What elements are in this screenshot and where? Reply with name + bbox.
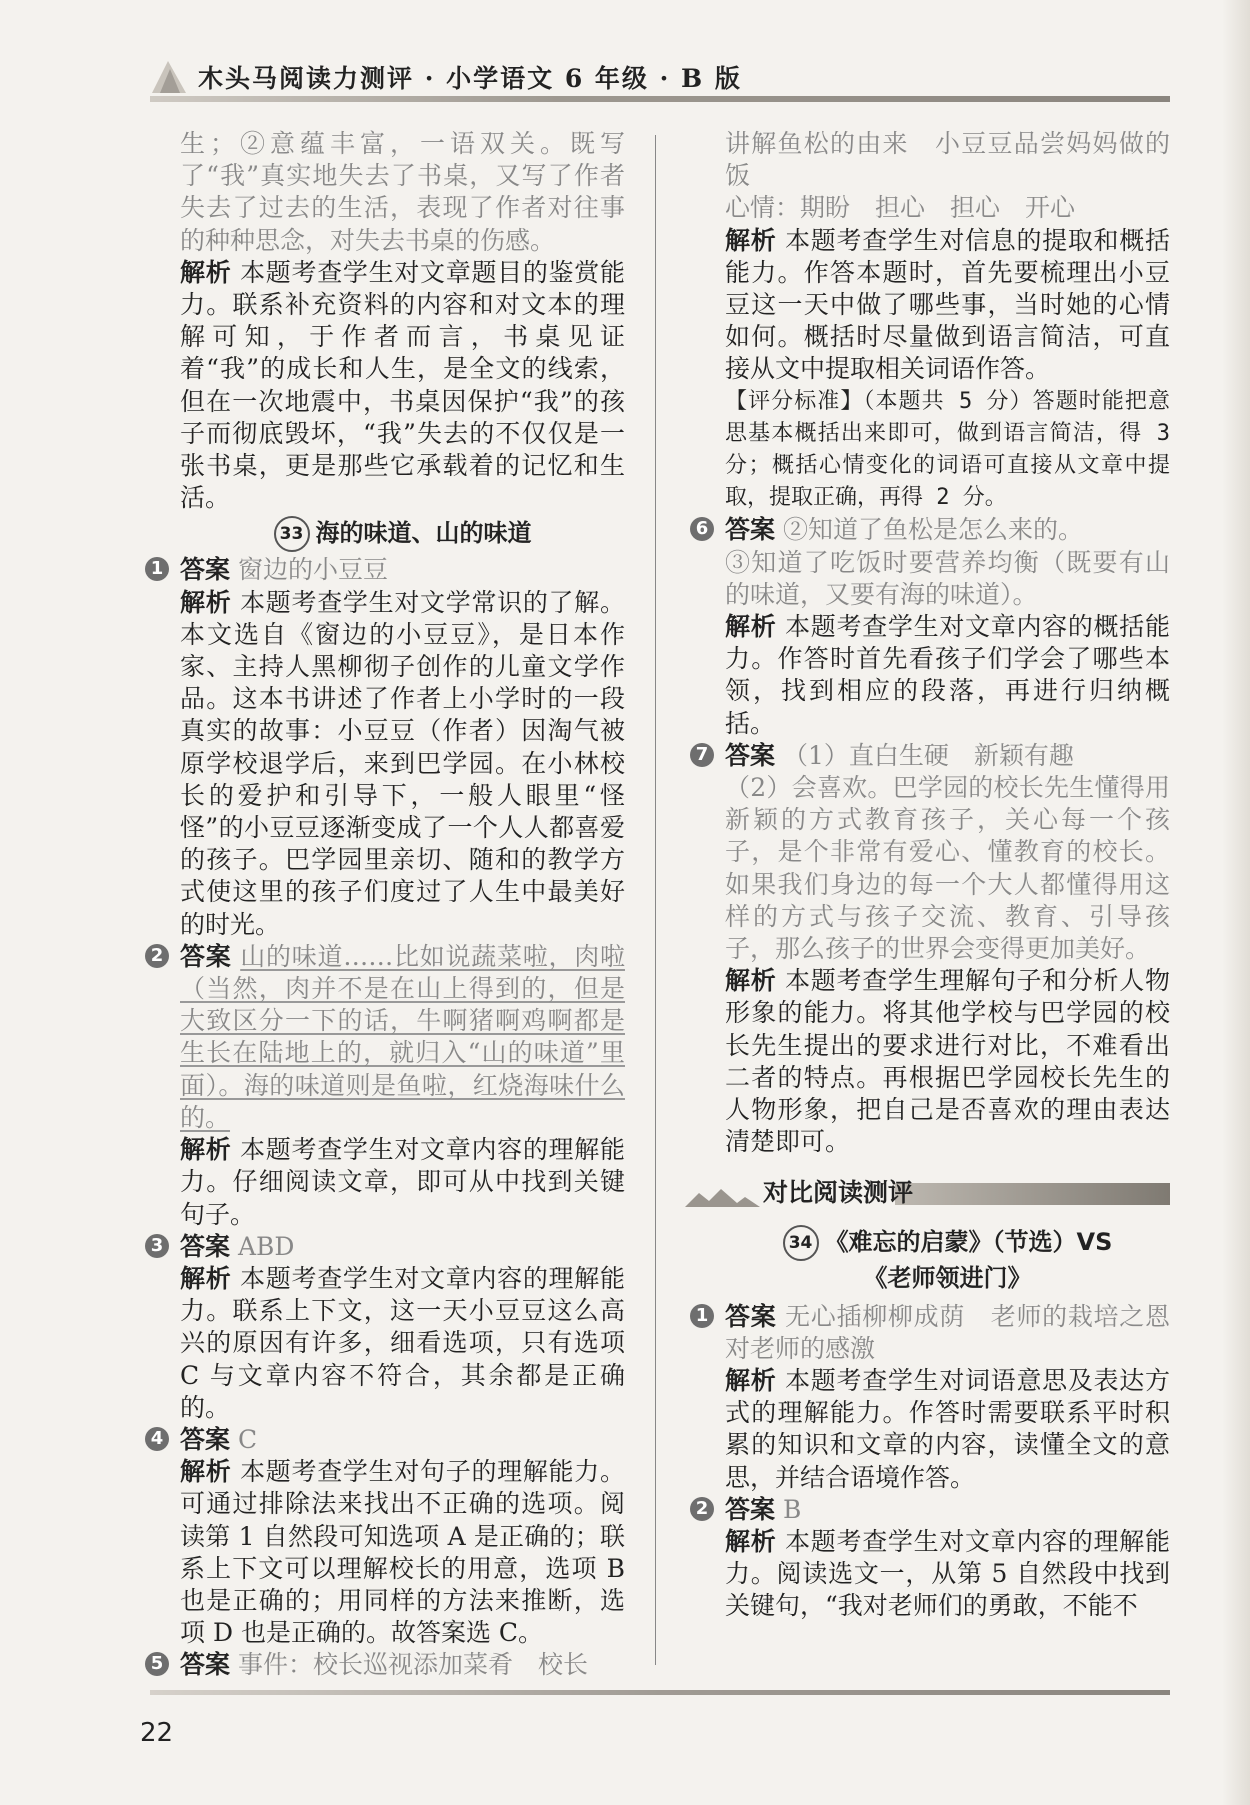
section-34-question-2: 2 答案 B 解析 本题考查学生对文章内容的理解能力。阅读选文一，从第 5 自然段中找到关键句，“我对老师们的勇敢，不能不 [725, 1494, 1170, 1623]
section-34-question-1: 1 答案 无心插柳柳成荫 老师的栽培之恩 对老师的感激 解析 本题考查学生对词语意思及表达方式的理解能力。作答时需要联系平时积累的知识和文章的内容，读懂全文的意思，并结合语境作答。 [725, 1301, 1170, 1494]
question-5: 5 答案 事件：校长巡视添加菜肴 校长 [180, 1649, 625, 1681]
answer-continuation: 讲解鱼松的由来 小豆豆品尝妈妈做的饭 [725, 129, 1170, 191]
question-number: 1 [145, 557, 169, 581]
section-number: 33 [274, 516, 310, 552]
page-number: 22 [140, 1718, 174, 1748]
question-number: 2 [145, 944, 169, 968]
question-2: 2 答案 山的味道……比如说蔬菜啦，肉啦（当然，肉并不是在山上得到的，但是大致区分一下的话，牛啊猪啊鸡啊都是生长在陆地上的，就归入“山的味道”里面）。海的味道则是鱼啦，红烧海味什么的。 解析 本题考查学生对文章内容的理解能力。仔细阅读文章，即可从中找到关键句子。 [180, 941, 625, 1231]
question-3: 3 答案 ABD 解析 本题考查学生对文章内容的理解能力。联系上下文，这一天小豆豆这么高兴的原因有许多，细看选项，只有选项 C 与文章内容不符合，其余都是正确的。 [180, 1231, 625, 1424]
comparative-reading-banner [685, 1177, 1170, 1211]
section-33-title: 33 海的味道、山的味道 [180, 516, 625, 552]
question-number: 5 [145, 1652, 169, 1676]
question-number: 4 [145, 1427, 169, 1451]
question-7: 7 答案 （1）直白生硬 新颖有趣 （2）会喜欢。巴学园的校长先生懂得用新颖的方式教育孩子，关心每一个孩子，是个非常有爱心、懂教育的校长。如果我们身边的每一个大人都懂得用这样的方式与孩子交流、教育、引导孩子，那么孩子的世界会变得更加美好。 解析 本题考查学生理解句子和分析人物形象的能力。将其他学校与巴学园的校长先生提出的要求进行对比，不难看出二者的特点。再根据巴学园校长先生的人物形象，把自己是否喜欢的理由表达清楚即可。 [725, 740, 1170, 1159]
question-number: 7 [690, 743, 714, 767]
question-4: 4 答案 C 解析 本题考查学生对句子的理解能力。可通过排除法来找出不正确的选项。阅读第 1 自然段可知选项 A 是正确的；联系上下文可以理解校长的用意，选项 B 也是正确的；用同样的方法来推断，选项 D 也是正确的。故答案选 C。 [180, 1424, 625, 1649]
analysis-block: 解析 本题考查学生对信息的提取和概括能力。作答本题时，首先要梳理出小豆豆这一天中做了哪些事，当时她的心情如何。概括时尽量做到语言简洁，可直接从文中提取相关词语作答。 [725, 225, 1170, 384]
scoring-criteria: 【评分标准】（本题共 5 分）答题时能把意思基本概括出来即可，做到语言简洁，得 3 分；概括心情变化的词语可直接从文章中提取，提取正确，再得 2 分。 [725, 388, 1170, 511]
question-number: 6 [690, 517, 714, 541]
book-title: 木头马阅读力测评 · 小学语文 6 年级 · B 版 [198, 64, 742, 93]
question-number: 2 [690, 1497, 714, 1521]
mood-answer: 心情：期盼 担心 担心 开心 [725, 193, 1076, 223]
section-34-title: 34 《难忘的启蒙》（节选）VS 《老师领进门》 [725, 1225, 1170, 1295]
mountain-icon [685, 1187, 760, 1207]
question-number: 1 [690, 1304, 714, 1328]
header-rule [150, 96, 1170, 102]
section-number: 34 [783, 1225, 819, 1261]
analysis-block: 解析 本题考查学生对文章题目的鉴赏能力。联系补充资料的内容和对文本的理解可知，于作者而言，书桌见证着“我”的成长和人生，是全文的线索，但在一次地震中，书桌因保护“我”的孩子而彻底毁坏，“我”失去的不仅仅是一张书桌，更是那些它承载着的记忆和生活。 [180, 257, 625, 513]
footer-rule [150, 1690, 1170, 1695]
page-edge-shadow [1222, 0, 1250, 1805]
question-number: 3 [145, 1234, 169, 1258]
question-6: 6 答案 ②知道了鱼松是怎么来的。 ③知道了吃饭时要营养均衡（既要有山的味道，又要有海的味道）。 解析 本题考查学生对文章内容的概括能力。作答时首先看孩子们学会了哪些本领，找到相应的段落，再进行归纳概括。 [725, 514, 1170, 739]
banner-bar [895, 1183, 1170, 1205]
banner-title: 对比阅读测评 [763, 1177, 914, 1207]
page-header [150, 55, 1170, 100]
book-logo-icon [150, 55, 188, 95]
answer-continuation: 生；②意蕴丰富，一语双关。既写了“我”真实地失去了书桌，又写了作者失去了过去的生活，表现了作者对往事的种种思念，对失去书桌的伤感。 [180, 129, 625, 255]
column-divider [655, 135, 656, 1665]
left-column [150, 128, 625, 1682]
right-column [695, 128, 1195, 1623]
question-1: 1 答案 窗边的小豆豆 解析 本题考查学生对文学常识的了解。本文选自《窗边的小豆豆》，是日本作家、主持人黑柳彻子创作的儿童文学作品。这本书讲述了作者上小学时的一段真实的故事：小豆豆（作者）因淘气被原学校退学后，来到巴学园。在小林校长的爱护和引导下，一般人眼里“怪怪”的小豆豆逐渐变成了一个人人都喜爱的孩子。巴学园里亲切、随和的教学方式使这里的孩子们度过了人生中最美好的时光。 [180, 554, 625, 940]
